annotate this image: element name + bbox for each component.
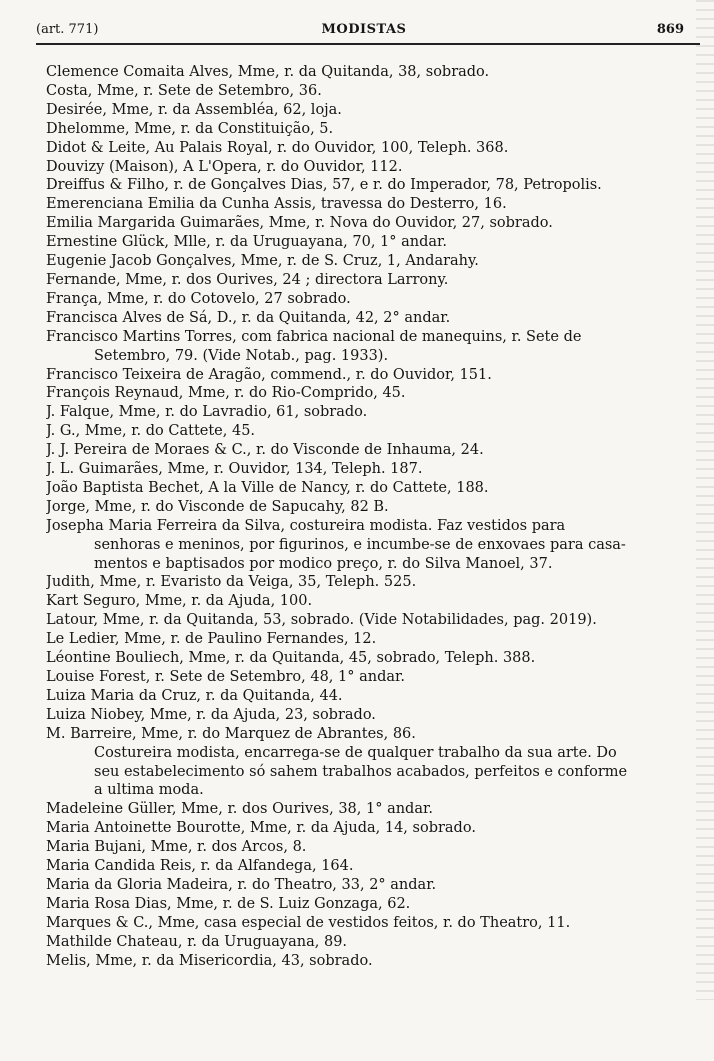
entry-line: França, Mme, r. do Cotovelo, 27 sobrado.: [46, 290, 351, 307]
entry-continuation: a ultima moda.: [94, 782, 204, 799]
entry-line: Desirée, Mme, r. da Assembléa, 62, loja.: [46, 101, 342, 118]
entry-continuation: Setembro, 79. (Vide Notab., pag. 1933).: [94, 347, 389, 364]
entry-line: Emilia Margarida Guimarães, Mme, r. Nova do Ouvidor, 27, sobrado.: [46, 215, 553, 232]
entry-line: Costa, Mme, r. Sete de Setembro, 36.: [46, 82, 322, 99]
entry-line: Francisco Teixeira de Aragão, commend., r. do Ouvidor, 151.: [46, 366, 492, 383]
entry-line: Dhelomme, Mme, r. da Constituição, 5.: [46, 120, 334, 137]
entry-line: Dreiffus & Filho, r. de Gonçalves Dias, 57, e r. do Imperador, 78, Petropolis.: [46, 177, 602, 194]
entry-continuation: Costureira modista, encarrega-se de qualquer trabalho da sua arte. Do: [94, 744, 617, 761]
entry-line: Le Ledier, Mme, r. de Paulino Fernandes, 12.: [46, 631, 377, 648]
entry-line: Maria Bujani, Mme, r. dos Arcos, 8.: [46, 839, 307, 856]
header-rule: [36, 43, 700, 45]
entry-line: Fernande, Mme, r. dos Ourives, 24 ; directora Larrony.: [46, 271, 449, 288]
entry-line: J. J. Pereira de Moraes & C., r. do Visconde de Inhauma, 24.: [46, 442, 484, 459]
entry-line: Maria Rosa Dias, Mme, r. de S. Luiz Gonzaga, 62.: [46, 895, 411, 912]
entry-line: Mathilde Chateau, r. da Uruguayana, 89.: [46, 933, 348, 950]
entry-line: Kart Seguro, Mme, r. da Ajuda, 100.: [46, 593, 313, 610]
entry-continuation: senhoras e meninos, por figurinos, e incumbe-se de enxovaes para casa-: [94, 536, 626, 553]
entry-line: M. Barreire, Mme, r. do Marquez de Abrantes, 86.: [46, 725, 416, 742]
entry-line: João Baptista Bechet, A la Ville de Nancy, r. do Cattete, 188.: [46, 479, 489, 496]
entry-line: J. L. Guimarães, Mme, r. Ouvidor, 134, Teleph. 187.: [46, 461, 423, 478]
entry-line: Francisco Martins Torres, com fabrica nacional de manequins, r. Sete de: [46, 328, 582, 345]
entry-line: Didot & Leite, Au Palais Royal, r. do Ouvidor, 100, Teleph. 368.: [46, 139, 509, 156]
entry-line: J. Falque, Mme, r. do Lavradio, 61, sobrado.: [46, 404, 368, 421]
entry-line: Marques & C., Mme, casa especial de vestidos feitos, r. do Theatro, 11.: [46, 914, 571, 931]
entry-line: Louise Forest, r. Sete de Setembro, 48, 1° andar.: [46, 669, 405, 685]
entry-line: Melis, Mme, r. da Misericordia, 43, sobrado.: [46, 952, 373, 969]
entry-line: François Reynaud, Mme, r. do Rio-Comprido, 45.: [46, 385, 406, 402]
entry-line: Judith, Mme, r. Evaristo da Veiga, 35, Teleph. 525.: [46, 574, 417, 591]
entry-line: Maria Candida Reis, r. da Alfandega, 164.: [46, 858, 354, 875]
entry-line: Jorge, Mme, r. do Visconde de Sapucahy, 82 B.: [46, 498, 389, 515]
page-header: [36, 20, 692, 40]
entry-line: Clemence Comaita Alves, Mme, r. da Quitanda, 38, sobrado.: [46, 64, 490, 80]
entry-line: J. G., Mme, r. do Cattete, 45.: [46, 423, 256, 440]
entry-line: Luiza Niobey, Mme, r. da Ajuda, 23, sobrado.: [46, 706, 376, 723]
entry-line: Francisca Alves de Sá, D., r. da Quitanda, 42, 2° andar.: [46, 309, 451, 326]
entry-line: Maria Antoinette Bourotte, Mme, r. da Ajuda, 14, sobrado.: [46, 820, 476, 837]
entry-line: Josepha Maria Ferreira da Silva, costureira modista. Faz vestidos para: [46, 517, 566, 534]
entry-line: Maria da Gloria Madeira, r. do Theatro, 33, 2° andar.: [46, 876, 437, 893]
entry-line: Luiza Maria da Cruz, r. da Quitanda, 44.: [46, 687, 343, 704]
entry-line: Douvizy (Maison), A L'Opera, r. do Ouvidor, 112.: [46, 158, 403, 175]
entry-line: Emerenciana Emilia da Cunha Assis, travessa do Desterro, 16.: [46, 196, 507, 213]
entry-continuation: mentos e baptisados por modico preço, r. do Silva Manoel, 37.: [94, 555, 553, 572]
entries-list: [46, 63, 700, 971]
entry-line: Madeleine Güller, Mme, r. dos Ourives, 38, 1° andar.: [46, 801, 433, 818]
entry-line: Latour, Mme, r. da Quitanda, 53, sobrado. (Vide Notabilidades, pag. 2019).: [46, 612, 597, 629]
entry-line: Eugenie Jacob Gonçalves, Mme, r. de S. Cruz, 1, Andarahy.: [46, 253, 479, 270]
entry-line: Ernestine Glück, Mlle, r. da Uruguayana, 70, 1° andar.: [46, 234, 447, 251]
article-reference: (art. 771): [36, 22, 99, 37]
entry-continuation: seu estabelecimento só sahem trabalhos acabados, perfeitos e conforme: [94, 763, 628, 780]
page-number: 869: [656, 22, 684, 37]
section-title: MODISTAS: [321, 22, 407, 37]
entry-line: Léontine Bouliech, Mme, r. da Quitanda, 45, sobrado, Teleph. 388.: [46, 650, 536, 667]
